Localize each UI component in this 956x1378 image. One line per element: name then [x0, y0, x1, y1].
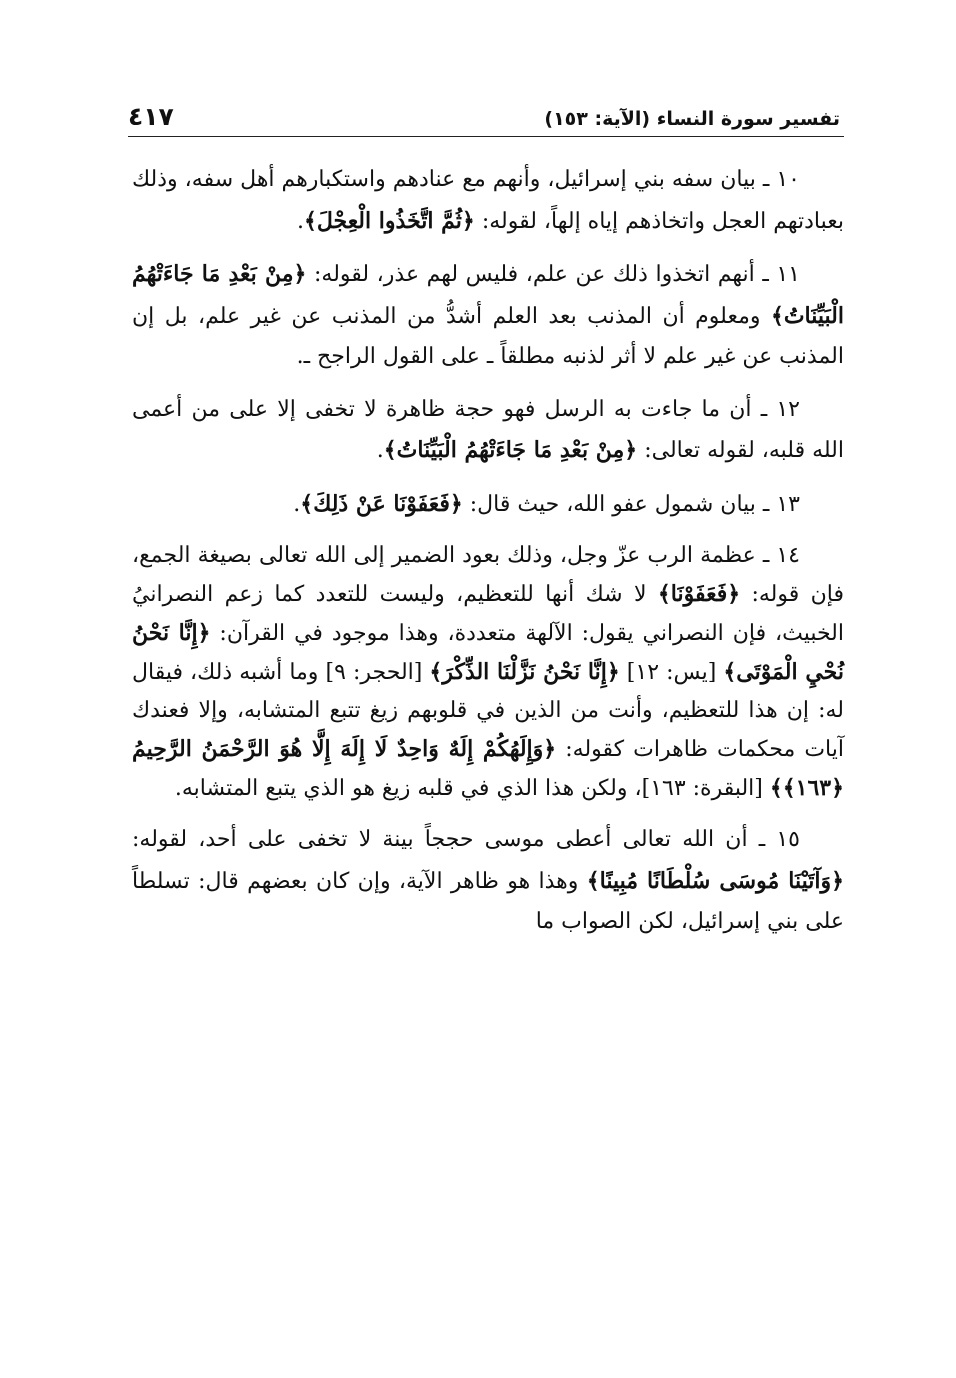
quran-verse-quote: ﴿ثُمَّ اتَّخَذُوا الْعِجْلَ﴾ — [303, 207, 475, 234]
header-divider — [128, 136, 844, 137]
paragraph-13 — [132, 484, 844, 526]
paragraph-15 — [132, 820, 844, 943]
paragraph-11 — [132, 254, 844, 378]
text-segment: وهذا هو ظاهر الآية، وإن كان بعضهم قال: تسلطاً على بني إسرائيل، لكن الصواب ما — [132, 868, 844, 934]
running-title: تفسير سورة النساء (الآية: ١٥٣) — [544, 108, 840, 130]
text-segment: ١٠ ـ بيان سفه بني إسرائيل، وأنهم مع عنادهم واستكبارهم أهل سفه، وذلك بعبادتهم العجل واتخاذهم إياه إلهاً، لقوله: — [132, 167, 844, 234]
text-segment: . — [376, 438, 384, 463]
text-segment: . — [296, 208, 304, 234]
quran-verse-quote: ﴿إِنَّا نَحْنُ نُحْيِ الْمَوْتَى﴾ — [132, 620, 845, 685]
text-segment: ١٥ ـ أن الله تعالى أعطى موسى حججاً بينة لا تخفى على أحد، لقوله: — [132, 827, 800, 852]
quran-verse-quote: ﴿إِنَّا نَحْنُ نَزَّلْنَا الذِّكْرَ﴾ — [429, 659, 620, 685]
page-number: ٤١٧ — [128, 102, 174, 131]
verse-reference: [يس: ١٢] — [619, 660, 724, 685]
paragraph-14 — [132, 537, 844, 808]
paragraph-12 — [132, 390, 844, 472]
text-segment: [الحجر: ٩] وما أشبه ذلك، فيقال له: إن هذا للتعظيم، وأنت من الذين في قلوبهم زيغ تتبع المتشابه، وإلا فعندك آيات محكمات ظاهرات كقوله: — [132, 660, 844, 762]
paragraph-10 — [132, 160, 844, 242]
text-segment: ١٢ ـ أن ما جاءت به الرسل فهو حجة ظاهرة لا تخفى إلا على من أعمى الله قلبه، لقوله تعالى: — [132, 396, 844, 463]
quran-verse-quote: ﴿وَآتَيْنَا مُوسَى سُلْطَانًا مُبِينًا﴾ — [586, 867, 844, 894]
quran-verse-quote: ﴿مِنْ بَعْدِ مَا جَاءَتْهُمُ الْبَيِّنَاتُ﴾ — [132, 261, 844, 329]
quran-verse-quote: ﴿فَعَفَوْنَا﴾ — [657, 581, 741, 607]
text-segment: . — [293, 491, 301, 517]
body-text — [132, 160, 844, 955]
quran-verse-quote: ﴿وَإِلَهُكُمْ إِلَهٌ وَاحِدٌ لَا إِلَهَ إِلَّا هُوَ الرَّحْمَنُ الرَّحِيمُ ﴿١٦٣﴾﴾ — [132, 736, 844, 801]
quran-verse-quote: ﴿فَعَفَوْنَا عَنْ ذَلِكَ﴾ — [300, 490, 463, 517]
text-segment: لا شك أنها للتعظيم، وليست للتعدد كما زعم النصرانيُ الخبيث، فإن النصراني يقول: الآلهة متعددة، وهذا موجود في القرآن: — [132, 582, 844, 646]
text-segment: [البقرة: ١٦٣]، ولكن هذا الذي في قلبه زيغ هو الذي يتبع المتشابه. — [174, 776, 770, 801]
quran-verse-quote: ﴿مِنْ بَعْدِ مَا جَاءَتْهُمُ الْبَيِّنَاتُ﴾ — [383, 437, 638, 463]
text-segment: ١٤ ـ عظمة الرب عزّ وجل، وذلك بعود الضمير إلى الله تعالى بصيغة الجمع، فإن قوله: — [132, 543, 845, 607]
page-header — [128, 88, 840, 132]
text-segment: ١١ ـ أنهم اتخذوا ذلك عن علم، فليس لهم عذر، لقوله: — [306, 262, 800, 287]
text-segment: ١٣ ـ بيان شمول عفو الله، حيث قال: — [462, 491, 800, 517]
text-segment: ومعلوم أن المذنب بعد العلم أشدُّ من المذنب عن غير علم، بل إن المذنب عن غير علم لا أثر لذنبه مطلقاً ـ على القول الراجح ـ. — [132, 303, 844, 369]
